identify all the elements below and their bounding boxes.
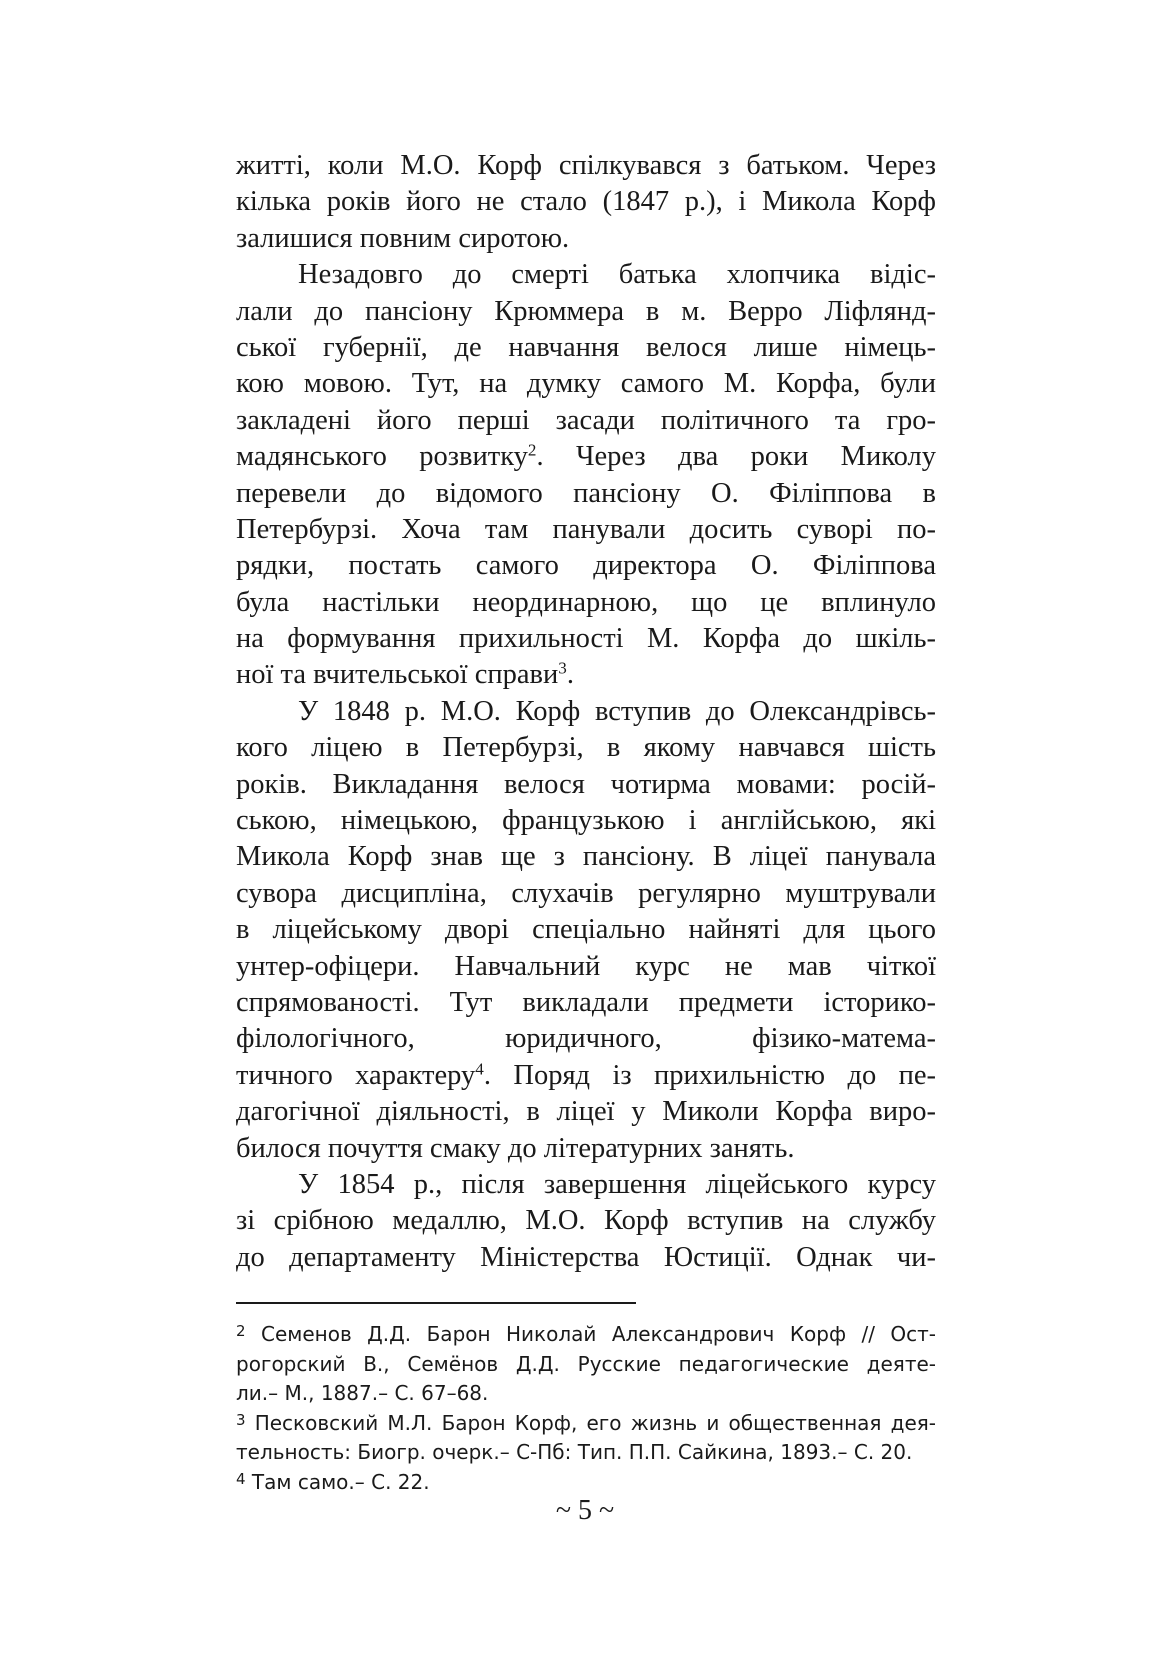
text-line: [236, 839, 936, 875]
text-segment: ної та вчительської справи: [236, 659, 559, 691]
text-segment: Микола Корф знав ще з пансіону. В ліцеї панувала: [236, 841, 936, 873]
footnote-number: 3: [236, 1410, 246, 1429]
text-segment: мадянського розвитку: [236, 441, 528, 473]
text-segment: тичного характеру: [236, 1059, 476, 1091]
text-line: [236, 476, 936, 512]
text-segment: років. Викладання велося чотирма мовами: росій-: [236, 768, 936, 800]
text-line: [236, 148, 936, 184]
footnote-reference: 4: [475, 1059, 484, 1079]
text-line: [236, 767, 936, 803]
text-segment: билося почуття смаку до літературних занять.: [236, 1132, 795, 1164]
text-line: [236, 439, 936, 475]
text-segment: .: [566, 659, 574, 691]
text-segment: кілька років його не стало (1847 р.), і Микола Корф: [236, 186, 936, 218]
footnote-text: Семенов Д.Д. Барон Николай Александрович Корф // Ост-: [245, 1322, 936, 1346]
text-line: [236, 985, 936, 1021]
footnote-text: рогорский В., Семёнов Д.Д. Русские педагогические деяте-: [236, 1351, 936, 1376]
footnotes: [236, 1320, 936, 1497]
text-line: [236, 1058, 936, 1094]
text-segment: Незадовго до смерті батька хлопчика відіс-: [298, 259, 936, 291]
text-line: [236, 1021, 936, 1057]
text-line: [236, 1094, 936, 1130]
text-line: [236, 657, 936, 693]
text-segment: на формування прихильності М. Корфа до шкіль-: [236, 623, 936, 655]
text-segment: У 1848 р. М.О. Корф вступив до Олександрівсь-: [298, 695, 936, 727]
text-segment: філологічного, юридичного, фізико-матема-: [236, 1023, 936, 1055]
text-segment: житті, коли М.О. Корф спілкувався з батьком. Через: [236, 150, 936, 181]
text-line: [236, 1167, 936, 1203]
text-segment: дагогічної діяльності, в ліцеї у Миколи Корфа виро-: [236, 1096, 936, 1128]
text-segment: ської губернії, де навчання велося лише німець-: [236, 331, 936, 363]
text-segment: перевели до відомого пансіону О. Філіппова в: [236, 477, 936, 509]
footnote-reference: 3: [558, 659, 567, 679]
footnote-text: тельность: Биогр. очерк.– С-Пб: Тип. П.П. Сайкина, 1893.– С. 20.: [236, 1440, 913, 1464]
text-segment: зі срібною медаллю, М.О. Корф вступив на службу: [236, 1205, 936, 1237]
footnote-divider: [236, 1302, 636, 1304]
footnote-number: 4: [236, 1469, 246, 1488]
text-line: [236, 621, 936, 657]
text-line: [236, 803, 936, 839]
footnote-text: Там само.– С. 22.: [245, 1469, 430, 1494]
text-line: [236, 912, 936, 948]
text-line: [236, 294, 936, 330]
text-segment: . Поряд із прихильністю до пе-: [483, 1059, 936, 1091]
page-number: ~ 5 ~: [555, 1495, 615, 1526]
text-line: [236, 949, 936, 985]
text-line: [236, 403, 936, 439]
main-text: [236, 148, 936, 1276]
text-segment: Петербурзі. Хоча там панували досить суворі по-: [236, 513, 936, 545]
text-line: [236, 548, 936, 584]
text-segment: в ліцейському дворі спеціально найняті для цього: [236, 914, 936, 946]
text-segment: рядки, постать самого директора О. Філіппова: [236, 550, 936, 582]
text-segment: до департаменту Міністерства Юстиції. Однак чи-: [236, 1241, 936, 1273]
text-line: [236, 694, 936, 730]
footnote-text: ли.– М., 1887.– С. 67–68.: [236, 1381, 489, 1405]
text-segment: . Через два роки Миколу: [536, 441, 936, 473]
text-segment: закладені його перші засади політичного та гро-: [236, 404, 936, 436]
text-line: [236, 585, 936, 621]
text-segment: лали до пансіону Крюммера в м. Верро Ліфлянд-: [236, 295, 936, 327]
text-line: [236, 512, 936, 548]
footnote-reference: 2: [527, 440, 537, 460]
text-line: [236, 366, 936, 402]
text-line: [236, 1131, 936, 1167]
text-segment: кого ліцею в Петербурзі, в якому навчався шість: [236, 732, 936, 764]
footnote-line: [236, 1350, 936, 1380]
footnote-line: [236, 1379, 936, 1409]
text-segment: унтер-офіцери. Навчальний курс не мав чіткої: [236, 950, 936, 982]
footnote-text: Песковский М.Л. Барон Корф, его жизнь и общественная дея-: [245, 1410, 936, 1435]
text-line: [236, 876, 936, 912]
footnote-line: [236, 1320, 936, 1350]
text-line: [236, 257, 936, 293]
text-segment: була настільки неординарною, що це вплинуло: [236, 586, 936, 618]
text-line: [236, 1240, 936, 1276]
text-segment: ською, німецькою, французькою і англійською, які: [236, 805, 936, 837]
footnote-line: [236, 1409, 936, 1439]
text-line: [236, 730, 936, 766]
footnote-line: [236, 1468, 936, 1498]
text-line: [236, 1203, 936, 1239]
text-segment: У 1854 р., після завершення ліцейського курсу: [298, 1168, 936, 1200]
text-line: [236, 184, 936, 220]
footnote-line: [236, 1438, 936, 1468]
text-line: [236, 221, 936, 257]
text-line: [236, 330, 936, 366]
text-segment: залишися повним сиротою.: [236, 222, 570, 254]
text-segment: кою мовою. Тут, на думку самого М. Корфа, були: [236, 368, 936, 400]
text-segment: сувора дисципліна, слухачів регулярно муштрували: [236, 877, 936, 909]
text-segment: спрямованості. Тут викладали предмети історико-: [236, 986, 936, 1018]
footnote-number: 2: [236, 1321, 246, 1340]
